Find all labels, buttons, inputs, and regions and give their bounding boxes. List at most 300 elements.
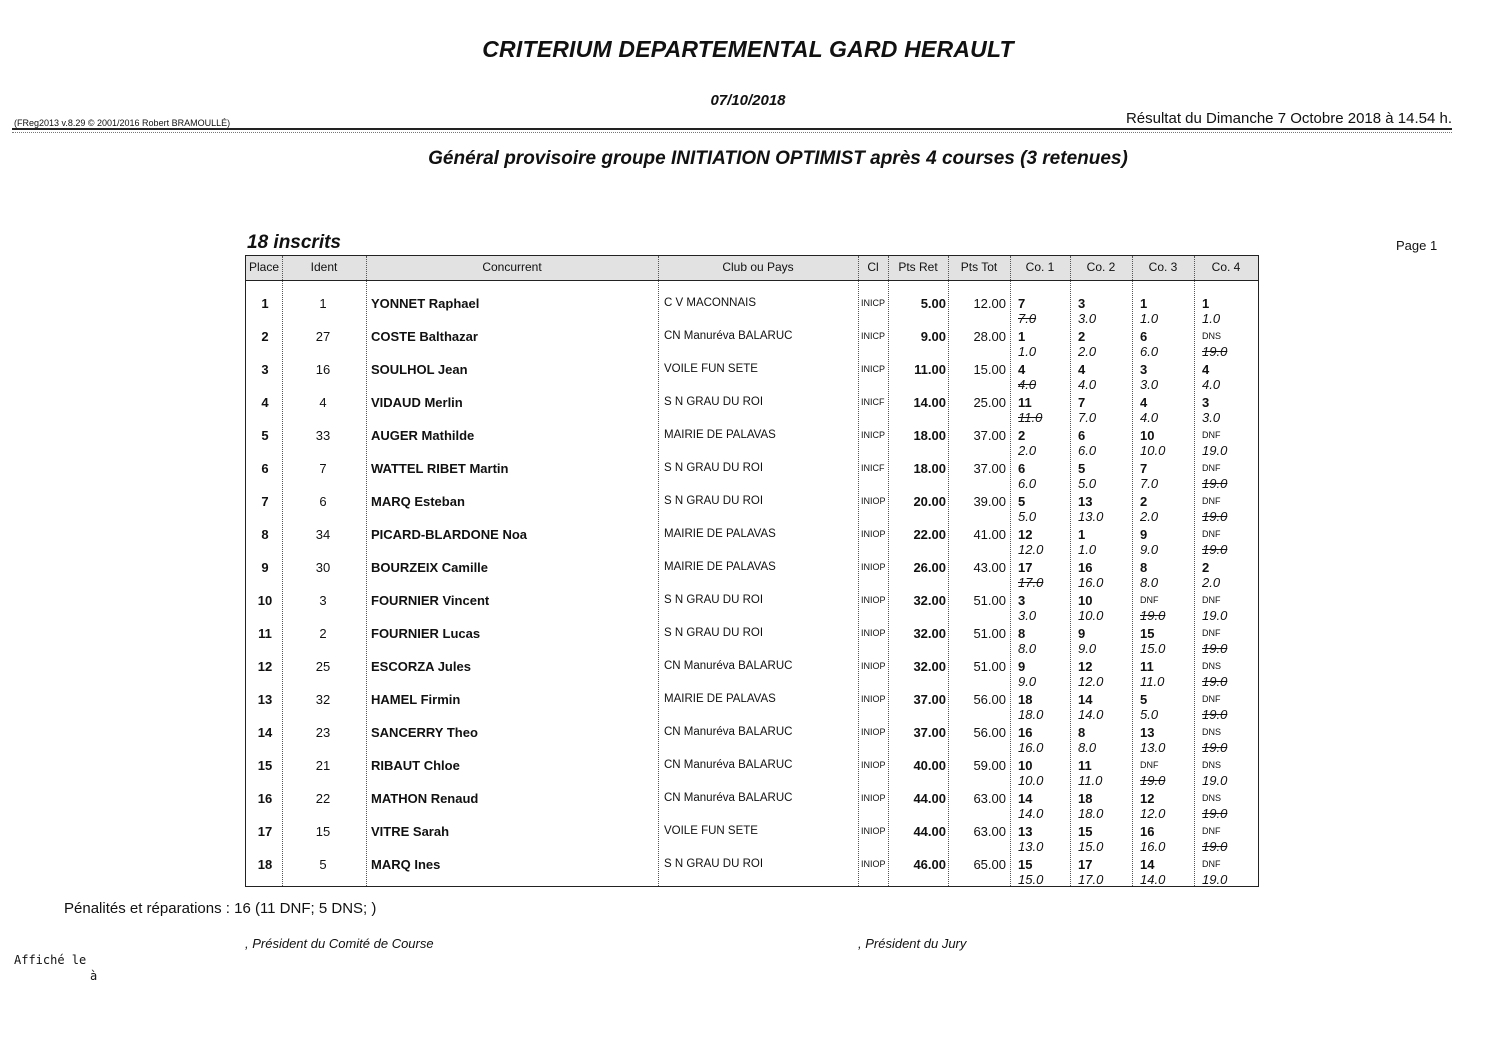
race-rank: 5	[1078, 461, 1086, 476]
ident-cell: 25	[315, 659, 331, 674]
race-rank: 2	[1202, 560, 1210, 575]
points-total: 25.00	[973, 395, 1006, 410]
competitor-name: FOURNIER Vincent	[371, 593, 490, 608]
race-points: 6.0	[1140, 344, 1159, 359]
class-code: INIOP	[861, 694, 886, 704]
class-code: INIOP	[861, 826, 886, 836]
place-cell: 2	[261, 329, 269, 344]
table-row	[246, 781, 1258, 821]
race-points: 2.0	[1018, 443, 1037, 458]
race-points: 13.0	[1078, 509, 1104, 524]
race-points: 5.0	[1018, 509, 1037, 524]
table-row	[246, 814, 1258, 854]
place-cell: 17	[257, 824, 273, 839]
points-retained: 5.00	[920, 296, 946, 311]
place-cell: 16	[257, 791, 273, 806]
class-code: INICF	[861, 397, 885, 407]
points-total: 65.00	[973, 857, 1006, 872]
race-rank: 2	[1140, 494, 1148, 509]
table-row	[246, 352, 1258, 392]
race-points: 15.0	[1078, 839, 1104, 854]
race-points: 8.0	[1140, 575, 1159, 590]
ident-cell: 34	[315, 527, 331, 542]
race-points: 10.0	[1140, 443, 1166, 458]
points-total: 51.00	[973, 626, 1006, 641]
points-retained: 32.00	[913, 626, 946, 641]
race-points: 3.0	[1202, 410, 1221, 425]
points-total: 15.00	[973, 362, 1006, 377]
class-code: INIOP	[861, 628, 886, 638]
posted-at-label: à	[90, 969, 98, 983]
class-code: INIOP	[861, 760, 886, 770]
race-rank: 2	[1078, 329, 1086, 344]
race-rank: 9	[1018, 659, 1026, 674]
points-total: 41.00	[973, 527, 1006, 542]
race-points: 17.0	[1078, 872, 1104, 887]
table-row	[246, 847, 1258, 887]
race-points: 13.0	[1140, 740, 1166, 755]
column-divider	[658, 256, 659, 886]
race-rank: 13	[1078, 494, 1093, 509]
club-name: MAIRIE DE PALAVAS	[664, 429, 776, 441]
club-name: VOILE FUN SETE	[664, 363, 758, 375]
place-cell: 12	[257, 659, 273, 674]
column-header: Co. 1	[1025, 260, 1055, 274]
club-name: CN Manuréva BALARUC	[664, 759, 793, 771]
race-points: 5.0	[1140, 707, 1159, 722]
class-code: INIOP	[861, 562, 886, 572]
race-rank: 13	[1140, 725, 1155, 740]
points-retained: 22.00	[913, 527, 946, 542]
column-divider	[888, 256, 889, 886]
ident-cell: 6	[319, 494, 327, 509]
column-header: Place	[248, 260, 280, 274]
place-cell: 11	[258, 626, 272, 641]
race-points: 8.0	[1018, 641, 1037, 656]
table-row	[246, 451, 1258, 491]
standings-subtitle: Général provisoire groupe INITIATION OPTIMIST après 4 courses (3 retenues)	[428, 148, 1128, 169]
race-result	[1194, 847, 1254, 887]
race-rank: 18	[1078, 791, 1093, 806]
race-rank: DNS	[1202, 661, 1222, 671]
club-name: S N GRAU DU ROI	[664, 495, 764, 507]
table-row	[246, 517, 1258, 557]
race-rank: 12	[1140, 791, 1155, 806]
table-row	[246, 286, 1258, 326]
points-total: 37.00	[973, 461, 1006, 476]
race-rank: 14	[1018, 791, 1033, 806]
points-retained: 37.00	[913, 692, 946, 707]
class-code: INIOP	[861, 793, 886, 803]
software-version: (FReg2013 v.8.29 © 2001/2016 Robert BRAMOULLÉ)	[14, 118, 231, 128]
column-header: Co. 4	[1211, 260, 1241, 274]
race-rank: DNF	[1202, 859, 1221, 869]
race-points: 7.0	[1140, 476, 1159, 491]
race-rank: 7	[1018, 296, 1026, 311]
competitor-name: BOURZEIX Camille	[371, 560, 489, 575]
table-row	[246, 715, 1258, 755]
points-retained: 11.00	[914, 362, 946, 377]
race-rank: DNS	[1202, 793, 1222, 803]
class-code: INICF	[861, 463, 885, 473]
points-total: 37.00	[973, 428, 1006, 443]
race-points: 10.0	[1018, 773, 1044, 788]
race-points: 14.0	[1018, 806, 1044, 821]
race-rank: 3	[1018, 593, 1026, 608]
place-cell: 15	[257, 758, 273, 773]
table-header	[246, 256, 1258, 281]
ident-cell: 23	[315, 725, 331, 740]
place-cell: 5	[261, 428, 269, 443]
race-rank: 11	[1140, 659, 1154, 674]
race-points-discarded: 19.0	[1202, 509, 1228, 524]
race-rank: 8	[1078, 725, 1086, 740]
race-points: 9.0	[1140, 542, 1159, 557]
race-points: 3.0	[1078, 311, 1097, 326]
race-points: 11.0	[1078, 773, 1103, 788]
race-rank: 1	[1140, 296, 1148, 311]
competitor-name: MARQ Esteban	[371, 494, 465, 509]
club-name: S N GRAU DU ROI	[664, 627, 764, 639]
race-points: 15.0	[1140, 641, 1166, 656]
column-header: Co. 2	[1086, 260, 1116, 274]
race-points: 3.0	[1140, 377, 1159, 392]
page-number: Page 1	[1396, 238, 1438, 253]
race-rank: 1	[1202, 296, 1210, 311]
column-header: Club ou Pays	[722, 260, 794, 274]
column-header: Pts Tot	[960, 260, 998, 274]
points-total: 51.00	[973, 659, 1006, 674]
race-points: 16.0	[1018, 740, 1044, 755]
class-code: INIOP	[861, 859, 886, 869]
ident-cell: 22	[315, 791, 331, 806]
ident-cell: 3	[319, 593, 327, 608]
points-retained: 14.00	[913, 395, 946, 410]
race-rank: 16	[1018, 725, 1033, 740]
class-code: INIOP	[861, 529, 886, 539]
points-retained: 18.00	[913, 461, 946, 476]
race-points-discarded: 19.0	[1202, 839, 1228, 854]
race-points: 2.0	[1078, 344, 1097, 359]
race-rank: DNF	[1202, 628, 1221, 638]
place-cell: 13	[257, 692, 273, 707]
column-divider	[282, 256, 283, 886]
race-rank: 7	[1140, 461, 1148, 476]
club-name: CN Manuréva BALARUC	[664, 660, 793, 672]
race-rank: 13	[1018, 824, 1033, 839]
race-rank: DNF	[1202, 595, 1221, 605]
table-row	[246, 748, 1258, 788]
competitor-name: PICARD-BLARDONE Noa	[371, 527, 527, 542]
race-rank: DNS	[1202, 760, 1222, 770]
place-cell: 8	[261, 527, 269, 542]
race-rank: 15	[1140, 626, 1155, 641]
results-table	[245, 255, 1259, 887]
race-points: 9.0	[1078, 641, 1097, 656]
competitor-name: COSTE Balthazar	[371, 329, 478, 344]
competitor-name: RIBAUT Chloe	[371, 758, 460, 773]
race-rank: DNF	[1140, 595, 1159, 605]
column-divider	[1194, 256, 1195, 886]
race-rank: 16	[1140, 824, 1155, 839]
race-rank: 3	[1202, 395, 1210, 410]
race-points: 5.0	[1078, 476, 1097, 491]
race-result	[1132, 847, 1192, 887]
race-rank: 4	[1018, 362, 1026, 377]
race-rank: 14	[1140, 857, 1155, 872]
race-committee-president: , Président du Comité de Course	[245, 936, 434, 951]
place-cell: 3	[261, 362, 269, 377]
race-points: 19.0	[1202, 608, 1228, 623]
club-name: CN Manuréva BALARUC	[664, 726, 793, 738]
race-rank: 16	[1078, 560, 1093, 575]
class-code: INIOP	[861, 661, 886, 671]
club-name: S N GRAU DU ROI	[664, 396, 764, 408]
race-points-discarded: 19.0	[1202, 542, 1228, 557]
race-points: 12.0	[1078, 674, 1104, 689]
ident-cell: 2	[319, 626, 327, 641]
race-points-discarded: 19.0	[1202, 641, 1228, 656]
race-rank: 1	[1078, 527, 1086, 542]
race-points: 2.0	[1140, 509, 1159, 524]
place-cell: 9	[261, 560, 269, 575]
table-row	[246, 385, 1258, 425]
race-points: 19.0	[1202, 443, 1228, 458]
ident-cell: 16	[315, 362, 331, 377]
club-name: MAIRIE DE PALAVAS	[664, 693, 776, 705]
table-row	[246, 616, 1258, 656]
column-divider	[1010, 256, 1011, 886]
race-rank: 2	[1018, 428, 1026, 443]
points-total: 63.00	[973, 791, 1006, 806]
points-retained: 9.00	[920, 329, 946, 344]
race-points: 4.0	[1202, 377, 1221, 392]
table-row	[246, 682, 1258, 722]
race-points-discarded: 7.0	[1018, 311, 1037, 326]
points-retained: 40.00	[913, 758, 946, 773]
club-name: MAIRIE DE PALAVAS	[664, 528, 776, 540]
race-rank: DNF	[1202, 463, 1221, 473]
race-points-discarded: 19.0	[1202, 674, 1228, 689]
place-cell: 6	[261, 461, 269, 476]
race-points: 18.0	[1018, 707, 1044, 722]
column-header: Cl	[867, 260, 879, 274]
race-rank: 15	[1078, 824, 1093, 839]
column-header: Concurrent	[482, 260, 542, 274]
club-name: S N GRAU DU ROI	[664, 594, 764, 606]
race-points: 13.0	[1018, 839, 1044, 854]
competitor-name: YONNET Raphael	[371, 296, 480, 311]
race-rank: 15	[1018, 857, 1033, 872]
race-rank: 6	[1078, 428, 1086, 443]
race-rank: 17	[1078, 857, 1093, 872]
column-header: Pts Ret	[898, 260, 938, 274]
race-points-discarded: 19.0	[1202, 476, 1228, 491]
race-points: 4.0	[1078, 377, 1097, 392]
table-row	[246, 649, 1258, 689]
race-rank: 9	[1140, 527, 1148, 542]
race-points: 12.0	[1140, 806, 1166, 821]
race-rank: DNF	[1202, 496, 1221, 506]
race-result	[1010, 847, 1070, 887]
race-rank: 3	[1140, 362, 1148, 377]
race-points: 1.0	[1140, 311, 1159, 326]
club-name: S N GRAU DU ROI	[664, 858, 764, 870]
race-points: 10.0	[1078, 608, 1104, 623]
points-total: 51.00	[973, 593, 1006, 608]
column-divider	[1132, 256, 1133, 886]
race-points: 1.0	[1018, 344, 1037, 359]
race-rank: 4	[1078, 362, 1086, 377]
race-points-discarded: 4.0	[1018, 377, 1037, 392]
race-points: 3.0	[1018, 608, 1037, 623]
place-cell: 4	[261, 395, 269, 410]
race-rank: 5	[1018, 494, 1026, 509]
race-rank: 4	[1140, 395, 1148, 410]
points-total: 63.00	[973, 824, 1006, 839]
competitor-name: WATTEL RIBET Martin	[371, 461, 509, 476]
race-points-discarded: 19.0	[1202, 806, 1228, 821]
race-rank: 14	[1078, 692, 1093, 707]
ident-cell: 33	[315, 428, 331, 443]
race-points: 19.0	[1202, 773, 1228, 788]
place-cell: 7	[261, 494, 269, 509]
race-points-discarded: 19.0	[1202, 344, 1228, 359]
place-cell: 14	[257, 725, 273, 740]
points-total: 59.00	[973, 758, 1006, 773]
posted-on-label: Affiché le	[14, 953, 87, 967]
table-row	[246, 583, 1258, 623]
race-rank: 11	[1018, 395, 1032, 410]
points-retained: 44.00	[913, 824, 946, 839]
race-rank: DNF	[1202, 826, 1221, 836]
race-points: 7.0	[1078, 410, 1097, 425]
points-total: 12.00	[973, 296, 1006, 311]
club-name: MAIRIE DE PALAVAS	[664, 561, 776, 573]
race-points-discarded: 19.0	[1202, 707, 1228, 722]
jury-president: , Président du Jury	[858, 936, 967, 951]
race-points-discarded: 19.0	[1202, 740, 1228, 755]
race-rank: DNF	[1202, 694, 1221, 704]
race-rank: 7	[1078, 395, 1086, 410]
race-rank: 17	[1018, 560, 1033, 575]
column-divider	[858, 256, 859, 886]
club-name: C V MACONNAIS	[664, 297, 757, 309]
header-rule-dotted	[12, 132, 1452, 133]
race-points: 19.0	[1202, 872, 1228, 887]
race-points: 14.0	[1078, 707, 1104, 722]
race-points-discarded: 19.0	[1140, 773, 1166, 788]
competitor-name: ESCORZA Jules	[371, 659, 471, 674]
race-points: 6.0	[1018, 476, 1037, 491]
race-points: 4.0	[1140, 410, 1159, 425]
race-points: 9.0	[1018, 674, 1037, 689]
race-rank: 3	[1078, 296, 1086, 311]
column-divider	[948, 256, 949, 886]
document-title: CRITERIUM DEPARTEMENTAL GARD HERAULT	[482, 36, 1014, 62]
ident-cell: 21	[315, 758, 331, 773]
race-points-discarded: 11.0	[1018, 410, 1043, 425]
race-points: 2.0	[1202, 575, 1221, 590]
result-timestamp: Résultat du Dimanche 7 Octobre 2018 à 14.54 h.	[1125, 110, 1452, 127]
race-points: 18.0	[1078, 806, 1104, 821]
competitor-name: SOULHOL Jean	[371, 362, 468, 377]
ident-cell: 30	[315, 560, 331, 575]
column-divider	[1070, 256, 1071, 886]
points-retained: 37.00	[913, 725, 946, 740]
competitor-name: MARQ Ines	[371, 857, 441, 872]
race-rank: 9	[1078, 626, 1086, 641]
race-rank: 18	[1018, 692, 1033, 707]
club-name: CN Manuréva BALARUC	[664, 792, 793, 804]
class-code: INICP	[861, 298, 886, 308]
points-retained: 20.00	[913, 494, 946, 509]
penalties-summary: Pénalités et réparations : 16 (11 DNF; 5 DNS; )	[64, 900, 377, 917]
competitor-name: VITRE Sarah	[371, 824, 450, 839]
race-rank: DNS	[1202, 727, 1222, 737]
registrant-count: 18 inscrits	[247, 232, 341, 253]
race-result	[1070, 847, 1130, 887]
table-row	[246, 319, 1258, 359]
competitor-name: AUGER Mathilde	[371, 428, 475, 443]
competitor-name: SANCERRY Theo	[371, 725, 478, 740]
race-rank: 10	[1018, 758, 1033, 773]
competitor-name: HAMEL Firmin	[371, 692, 461, 707]
header-rule	[12, 128, 1452, 130]
points-total: 28.00	[973, 329, 1006, 344]
place-cell: 1	[261, 296, 269, 311]
points-retained: 32.00	[913, 659, 946, 674]
points-retained: 32.00	[913, 593, 946, 608]
race-rank: 8	[1018, 626, 1026, 641]
race-points: 15.0	[1018, 872, 1044, 887]
points-total: 43.00	[973, 560, 1006, 575]
event-date: 07/10/2018	[710, 92, 786, 109]
class-code: INIOP	[861, 496, 886, 506]
ident-cell: 4	[319, 395, 327, 410]
ident-cell: 15	[315, 824, 331, 839]
race-points: 12.0	[1018, 542, 1044, 557]
competitor-name: VIDAUD Merlin	[371, 395, 463, 410]
class-code: INIOP	[861, 727, 886, 737]
ident-cell: 5	[319, 857, 327, 872]
ident-cell: 27	[315, 329, 331, 344]
club-name: VOILE FUN SETE	[664, 825, 758, 837]
race-rank: 10	[1140, 428, 1155, 443]
race-points: 1.0	[1202, 311, 1221, 326]
points-total: 39.00	[973, 494, 1006, 509]
class-code: INICP	[861, 430, 886, 440]
race-rank: 11	[1078, 758, 1092, 773]
race-points: 8.0	[1078, 740, 1097, 755]
column-header: Ident	[310, 260, 338, 274]
column-header: Co. 3	[1148, 260, 1178, 274]
points-retained: 18.00	[913, 428, 946, 443]
points-retained: 46.00	[913, 857, 946, 872]
race-points: 11.0	[1140, 674, 1165, 689]
race-points: 1.0	[1078, 542, 1097, 557]
points-retained: 44.00	[913, 791, 946, 806]
race-rank: 12	[1078, 659, 1093, 674]
race-rank: 10	[1078, 593, 1093, 608]
race-rank: DNF	[1202, 430, 1221, 440]
place-cell: 10	[257, 593, 273, 608]
race-rank: 6	[1018, 461, 1026, 476]
table-row	[246, 484, 1258, 524]
club-name: CN Manuréva BALARUC	[664, 330, 793, 342]
race-points: 16.0	[1078, 575, 1104, 590]
club-name: S N GRAU DU ROI	[664, 462, 764, 474]
